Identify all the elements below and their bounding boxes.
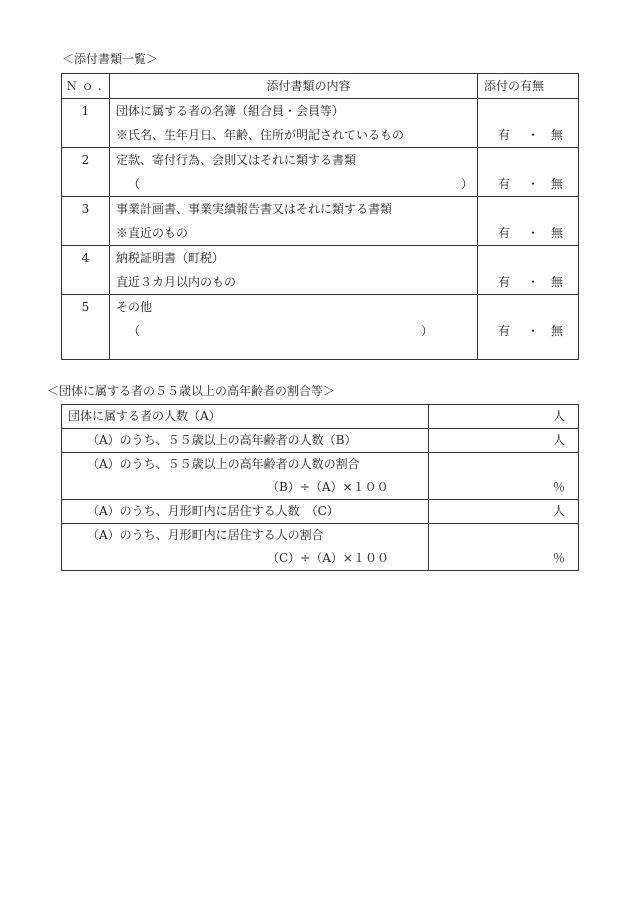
elderly-ratio-table xyxy=(61,404,579,571)
blank-entry[interactable] xyxy=(116,172,477,196)
unit-label: 人 xyxy=(552,409,565,423)
row-number: 4 xyxy=(62,246,110,295)
option-no[interactable]: 無 xyxy=(551,128,564,142)
header-no: Ｎｏ. xyxy=(62,74,110,99)
open-paren: （ xyxy=(128,324,141,338)
attached-choice[interactable] xyxy=(478,148,579,197)
row-content xyxy=(110,148,478,197)
member-count-input[interactable] xyxy=(429,405,579,429)
row-content xyxy=(110,246,478,295)
open-paren: （ xyxy=(128,177,141,191)
option-separator: ・ xyxy=(527,128,540,142)
row-label: （A）のうち、５５歳以上の高年齢者の人数（B） xyxy=(62,429,429,453)
resident-count-row xyxy=(62,500,579,524)
row-label: （A）のうち、５５歳以上の高年齢者の人数の割合 xyxy=(87,457,360,471)
close-paren: ） xyxy=(421,324,434,338)
elderly-ratio-row xyxy=(62,453,579,500)
content-line: 団体に属する者の名簿（組合員・会員等） xyxy=(116,104,345,118)
attached-choice[interactable] xyxy=(478,246,579,295)
content-note: ※氏名、生年月日、年齢、住所が明記されているもの xyxy=(116,128,405,142)
content-note: ※直近のもの xyxy=(116,226,189,240)
elderly-count-row xyxy=(62,429,579,453)
option-separator: ・ xyxy=(527,226,540,240)
blank-entry[interactable] xyxy=(116,319,477,343)
resident-count-input[interactable] xyxy=(429,500,579,524)
option-no[interactable]: 無 xyxy=(551,177,564,191)
option-yes[interactable]: 有 xyxy=(498,177,511,191)
attached-choice[interactable] xyxy=(478,197,579,246)
unit-label: ％ xyxy=(552,551,565,565)
unit-label: 人 xyxy=(552,504,565,518)
option-no[interactable]: 無 xyxy=(551,226,564,240)
option-no[interactable]: 無 xyxy=(551,275,564,289)
row-label: （A）のうち、月形町内に居住する人数 （C） xyxy=(62,500,429,524)
resident-ratio-row xyxy=(62,524,579,571)
option-yes[interactable]: 有 xyxy=(498,275,511,289)
row-content xyxy=(110,99,478,148)
member-count-row xyxy=(62,405,579,429)
attachment-row-1 xyxy=(62,99,579,148)
attached-choice[interactable] xyxy=(478,99,579,148)
formula: （B）÷（A）×１００ xyxy=(267,480,389,494)
attachment-header-row xyxy=(62,74,579,99)
attachment-row-4 xyxy=(62,246,579,295)
row-content xyxy=(110,295,478,360)
attachment-list-title: ＜添付書類一覧＞ xyxy=(62,52,159,66)
row-content xyxy=(110,197,478,246)
unit-label: ％ xyxy=(552,480,565,494)
formula: （C）÷（A）×１００ xyxy=(267,551,389,565)
row-number: 3 xyxy=(62,197,110,246)
close-paren: ） xyxy=(461,177,474,191)
content-line: その他 xyxy=(116,300,153,314)
row-label-cell xyxy=(62,453,429,500)
elderly-count-input[interactable] xyxy=(429,429,579,453)
option-no[interactable]: 無 xyxy=(551,324,564,338)
option-yes[interactable]: 有 xyxy=(498,324,511,338)
attachment-row-2 xyxy=(62,148,579,197)
header-attached: 添付の有無 xyxy=(478,74,579,99)
row-number: 5 xyxy=(62,295,110,360)
row-label: （A）のうち、月形町内に居住する人の割合 xyxy=(87,528,324,542)
attachment-row-3 xyxy=(62,197,579,246)
row-label-cell xyxy=(62,524,429,571)
option-yes[interactable]: 有 xyxy=(498,226,511,240)
attachment-table xyxy=(61,73,579,360)
content-line: 事業計画書、事業実績報告書又はそれに類する書類 xyxy=(116,202,393,216)
unit-label: 人 xyxy=(552,433,565,447)
content-line: 定款、寄付行為、会則又はそれに類する書類 xyxy=(116,153,357,167)
attached-choice[interactable] xyxy=(478,295,579,360)
option-yes[interactable]: 有 xyxy=(498,128,511,142)
elderly-ratio-title: ＜団体に属する者の５５歳以上の高年齢者の割合等＞ xyxy=(47,384,336,398)
row-label: 団体に属する者の人数（A） xyxy=(62,405,429,429)
header-content: 添付書類の内容 xyxy=(110,74,478,99)
content-note: 直近３カ月以内のもの xyxy=(116,275,237,289)
option-separator: ・ xyxy=(527,275,540,289)
row-number: 1 xyxy=(62,99,110,148)
resident-ratio-input[interactable] xyxy=(429,524,579,571)
row-number: 2 xyxy=(62,148,110,197)
elderly-ratio-input[interactable] xyxy=(429,453,579,500)
content-line: 納税証明書（町税） xyxy=(116,251,225,265)
option-separator: ・ xyxy=(527,324,540,338)
option-separator: ・ xyxy=(527,177,540,191)
attachment-row-5 xyxy=(62,295,579,360)
